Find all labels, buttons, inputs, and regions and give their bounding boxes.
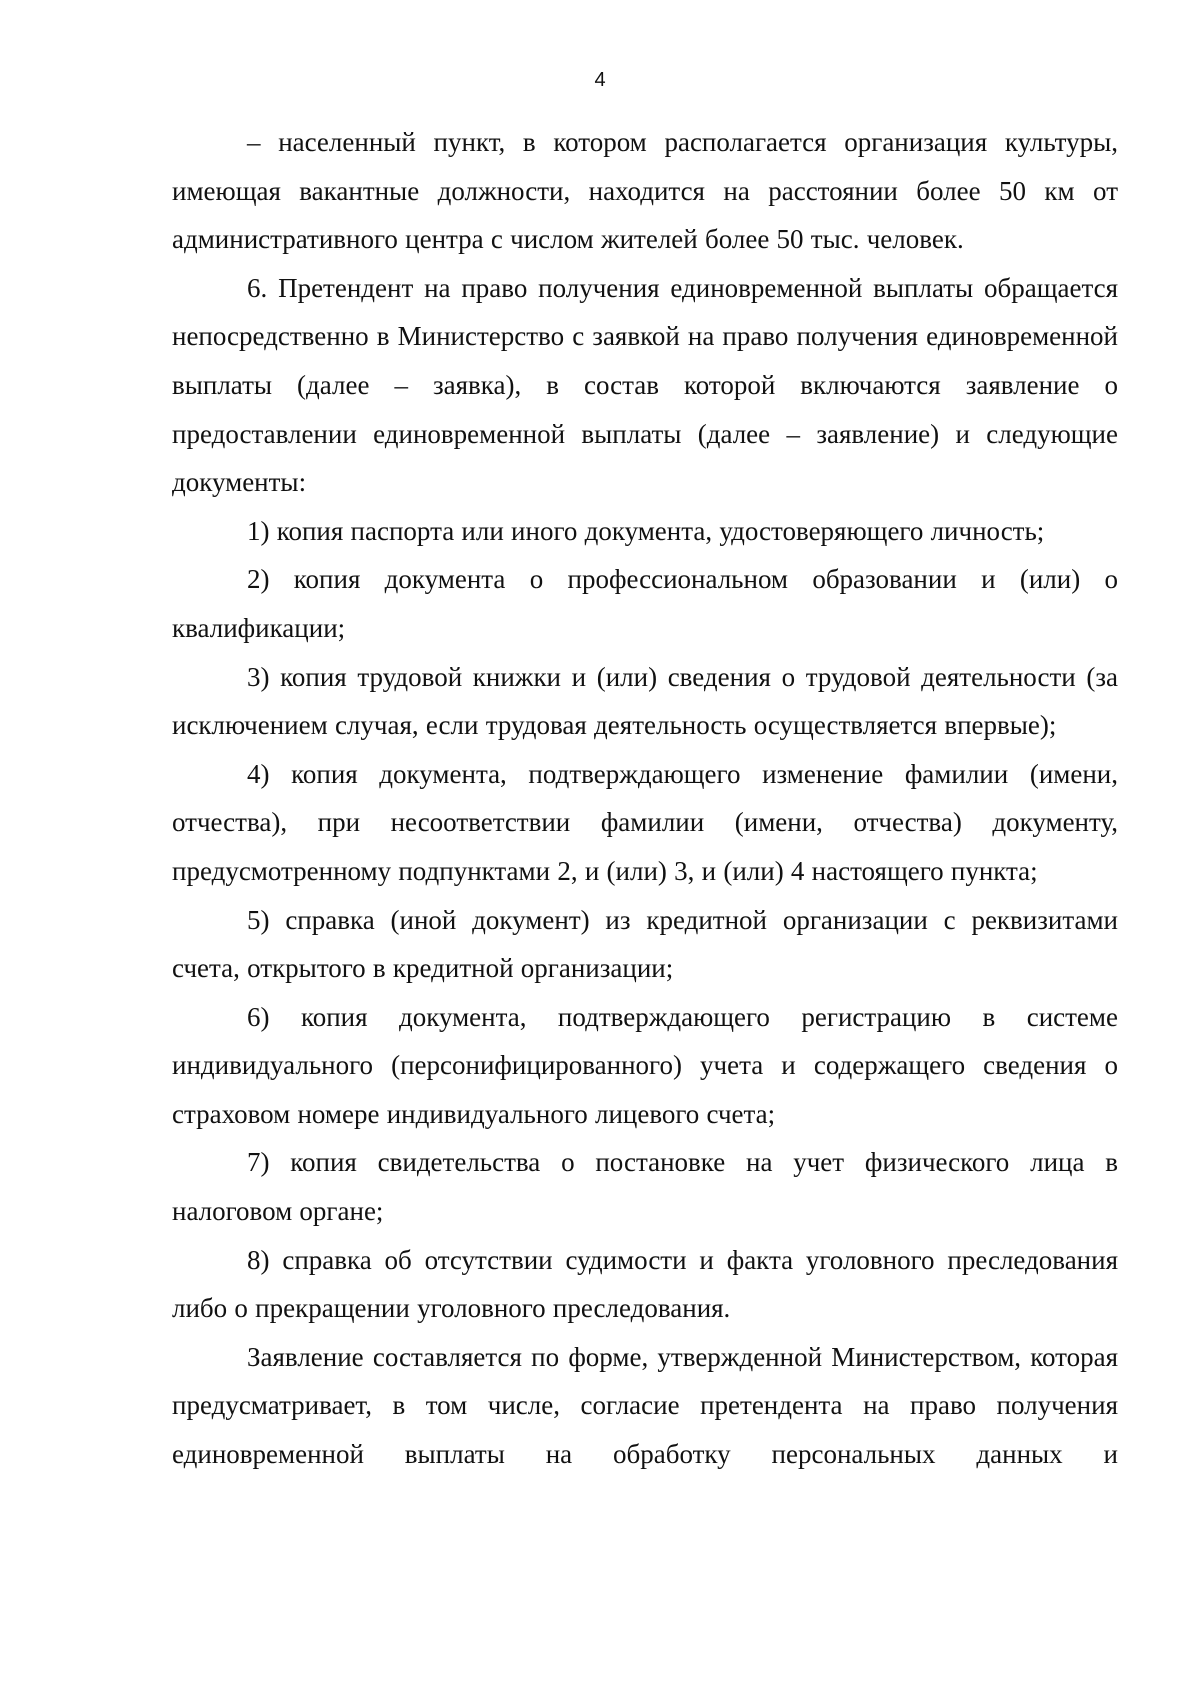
paragraph-application-form: Заявление составляется по форме, утвержденной Министерством, которая предусматривает, в том числе, согласие претендента на право получения единовременной выплаты на обработку персональных данных и xyxy=(172,1341,1118,1470)
list-item-3-work-record: 3) копия трудовой книжки и (или) сведения о трудовой деятельности (за исключением случая, если трудовая деятельность осуществляется впервые); xyxy=(172,661,1118,741)
paragraph-settlement-condition: – населенный пункт, в котором располагается организация культуры, имеющая вакантные должности, находится на расстоянии более 50 км от административного центра с числом жителей более 50 тыс. человек. xyxy=(172,127,1118,255)
list-item-2-education: 2) копия документа о профессиональном образовании и (или) о квалификации; xyxy=(172,564,1118,643)
paragraph-item-6-application: 6. Претендент на право получения единовременной выплаты обращается непосредственно в Министерство с заявкой на право получения единовременной выплаты (далее – заявка), в состав которой включаются заявление о предоставлении единовременной выплаты (далее – заявление) и следующие документы: xyxy=(172,272,1118,498)
document-body xyxy=(172,118,1118,1479)
page-number: 4 xyxy=(594,69,606,91)
list-item-5-bank-certificate: 5) справка (иной документ) из кредитной организации с реквизитами счета, открытого в кредитной организации; xyxy=(172,904,1118,984)
list-item-8-criminal-record: 8) справка об отсутствии судимости и факта уголовного преследования либо о прекращении уголовного преследования. xyxy=(172,1244,1118,1324)
list-item-4-name-change: 4) копия документа, подтверждающего изменение фамилии (имени, отчества), при несоответствии фамилии (имени, отчества) документу, предусмотренному подпунктами 2, и (или) 3, и (или) 4 настоящего пункта; xyxy=(172,758,1118,886)
list-item-1-passport: 1) копия паспорта или иного документа, удостоверяющего личность; xyxy=(247,515,1045,546)
list-item-7-tax-registration: 7) копия свидетельства о постановке на учет физического лица в налоговом органе; xyxy=(172,1147,1118,1227)
list-item-6-insurance-registration: 6) копия документа, подтверждающего регистрацию в системе индивидуального (персонифицированного) учета и содержащего сведения о страховом номере индивидуального лицевого счета; xyxy=(172,1001,1118,1129)
